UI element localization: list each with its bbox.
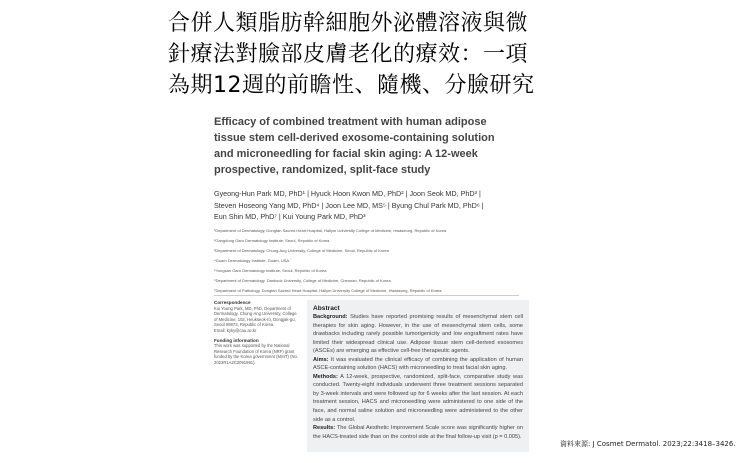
affiliation: ⁴Guam Dermatology Institute, Guam, USA bbox=[214, 258, 290, 263]
affiliation: ³Department of Dermatology, Chung-Ang University, College of Medicine, Seoul, Republic of Korea bbox=[214, 248, 389, 253]
background-label: Background: bbox=[313, 314, 348, 320]
aims-text: It was evaluated the clinical efficacy of combining the application of human ASCE-containing solution (HACS) with microneedling to treat facial skin aging. bbox=[313, 356, 523, 372]
affiliation: ⁶Department of Dermatology, Dankook University, College of Medicine, Cheonan, Republic of Korea bbox=[214, 278, 391, 283]
divider bbox=[214, 295, 519, 296]
author-line: Eun Shin MD, PhD⁷ | Kui Young Park MD, PhD³ bbox=[214, 212, 366, 221]
funding-text: This work was supported by the National Research Foundation of Korea (NRF) grant funded by the Korea government (MSIT) (No. 2022R1A2C2091991). bbox=[214, 343, 299, 365]
methods-label: Methods: bbox=[313, 373, 338, 380]
affiliation: ²Gangdong Oaro Dermatology Institute, Seoul, Republic of Korea bbox=[214, 238, 330, 243]
author-list bbox=[214, 188, 524, 223]
background-text: Studies have reported promising results of mesenchymal stem cell therapies for skin aging. However, in the use of mesenchymal stem cells, some drawbacks including rarely possible tumorigenicity and low engraftment rates have limited their widespread clinical use. Adipose tissue stem cell-derived exosomes (ASCEs) are emerging as effective cell-free therapeutic agents. bbox=[313, 314, 523, 355]
slide-title-line: 為期12週的前瞻性、隨機、分臉研究 bbox=[168, 73, 535, 98]
sidebar-info bbox=[214, 300, 299, 366]
affiliation: ¹Department of Dermatology, Dongtan Sacred Heart Hospital, Hallym University College of Medicine, Hwaseong, Republic of Korea bbox=[214, 228, 447, 233]
paper-title: Efficacy of combined treatment with human adipose tissue stem cell-derived exosome-containing solution and microneedling for facial skin aging: A 12-week prospective, randomized, split-face study bbox=[214, 116, 495, 176]
author-line: Steven Hoseong Yang MD, PhD⁴ | Joon Lee MD, MS⁵ | Byung Chul Park MD, PhD⁶ | bbox=[214, 200, 484, 210]
correspondence-text: Kui Young Park, MD, PhD, Department of Dermatology, Chung-Ang University, College of Medicine, 102, Heukseok-ro, Dongjak-gu, Seoul 06973, Republic of Korea. bbox=[214, 305, 297, 328]
author-line: Gyeong-Hun Park MD, PhD¹ | Hyuck Hoon Kwon MD, PhD² | Joon Seok MD, PhD³ | bbox=[214, 189, 481, 198]
abstract-heading: Abstract bbox=[313, 305, 340, 312]
correspondence-heading: Correspondence bbox=[214, 300, 251, 305]
abstract-aims bbox=[313, 356, 523, 373]
affiliation: ⁷Department of Pathology, Dongtan Sacred Heart Hospital, Hallym University College of Medicine, Hwaseong, Republic of Korea bbox=[214, 288, 442, 293]
results-label: Results: bbox=[313, 425, 336, 432]
affiliation-list bbox=[214, 226, 524, 296]
correspondence-email: Email: kyky@cau.ac.kr bbox=[214, 327, 257, 333]
abstract-background bbox=[313, 313, 523, 356]
slide-title-line: 針療法對臉部皮膚老化的療效：一項 bbox=[168, 42, 529, 67]
aims-label: Aims: bbox=[313, 356, 329, 363]
abstract-box bbox=[307, 300, 529, 452]
abstract-results bbox=[313, 424, 523, 441]
results-text: The Global Aesthetic Improvement Scale score was significantly higher on the HACS-treated side than on the control side at the final follow-up visit (p = 0.005). bbox=[313, 425, 523, 440]
source-citation: 資料來源: J Cosmet Dermatol. 2023;22:3418–3426. bbox=[560, 440, 736, 448]
slide-title-line: 合併人類脂肪幹細胞外泌體溶液與微 bbox=[168, 11, 529, 36]
paper-excerpt bbox=[211, 114, 529, 457]
slide-title bbox=[168, 8, 588, 101]
abstract-methods bbox=[313, 373, 523, 424]
affiliation: ⁵Yongsan Oaro Dermatology Institute, Seoul, Republic of Korea bbox=[214, 268, 327, 273]
methods-text: A 12-week, prospective, randomized, split-face, comparative study was conducted. Twenty-eight individuals underwent three treatment sessions separated by 3-week intervals and were followed up for 6 weeks after the last session. At each treatment session, HACS and microneedling were administered to one side of the face, and normal saline solution and microneedling were administered to the other side as a control. bbox=[313, 373, 523, 423]
funding-heading: Funding information bbox=[214, 337, 259, 343]
